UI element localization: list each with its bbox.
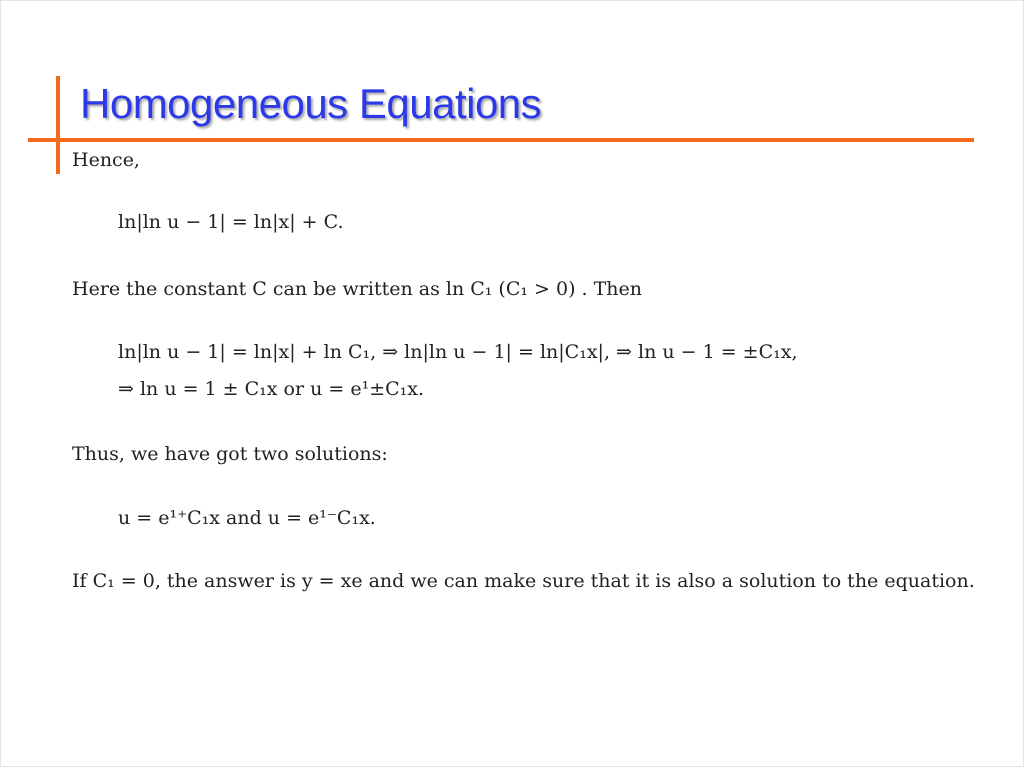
equation-chain-line-1: ln|ln u − 1| = ln|x| + ln C₁, ⇒ ln|ln u − 1| = ln|C₁x|, ⇒ ln u − 1 = ±C₁x,	[118, 341, 798, 363]
equation-log-abs: ln|ln u − 1| = ln|x| + C.	[118, 211, 344, 233]
conclusion-text: If C₁ = 0, the answer is y = xe and we can make sure that it is also a solution to the equation.	[72, 570, 975, 592]
slide-title: Homogeneous Equations	[80, 80, 542, 127]
accent-vertical-bar	[56, 76, 60, 174]
accent-horizontal-rule	[28, 138, 974, 142]
hence-text: Hence,	[72, 149, 140, 171]
solutions-equation: u = e¹⁺C₁x and u = e¹⁻C₁x.	[118, 507, 376, 529]
equation-chain-line-2: ⇒ ln u = 1 ± C₁x or u = e¹±C₁x.	[118, 378, 425, 400]
two-solutions-text: Thus, we have got two solutions:	[72, 443, 388, 465]
constant-explanation: Here the constant C can be written as ln C₁ (C₁ > 0) . Then	[72, 278, 642, 300]
